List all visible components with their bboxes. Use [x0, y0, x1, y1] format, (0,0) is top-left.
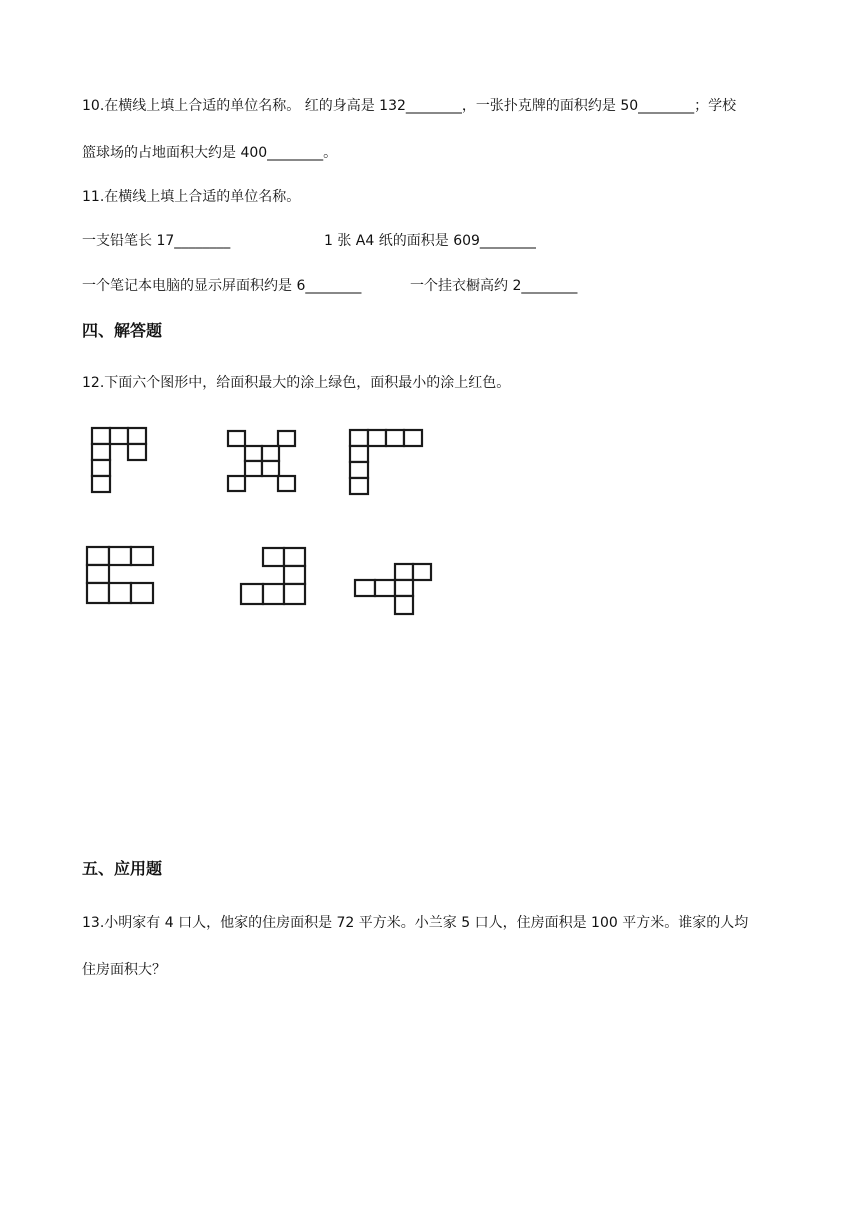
q10-line1: 10.在横线上填上合适的单位名称。 红的身高是 132________，一张扑克牌的面积约是 50________；学校 — [82, 98, 737, 114]
q11-item-laptop-screen: 一个笔记本电脑的显示屏面积约是 6________ — [82, 278, 362, 294]
q11-item-pencil: 一支铅笔长 17________ — [82, 233, 231, 249]
q10-line2: 篮球场的占地面积大约是 400________。 — [82, 145, 338, 161]
figure-4 — [85, 545, 155, 607]
figure-2 — [226, 429, 298, 495]
figure-1 — [90, 426, 150, 496]
figure-5 — [239, 546, 309, 608]
figure-6 — [353, 562, 435, 618]
q12-text: 12.下面六个图形中，给面积最大的涂上绿色，面积最小的涂上红色。 — [82, 375, 511, 391]
section4-heading: 四、解答题 — [82, 321, 163, 340]
q11-title: 11.在横线上填上合适的单位名称。 — [82, 189, 301, 205]
q13-line1: 13.小明家有 4 口人，他家的住房面积是 72 平方米。小兰家 5 口人，住房面积是 100 平方米。谁家的人均 — [82, 915, 749, 931]
section5-heading: 五、应用题 — [82, 859, 163, 878]
q11-item-wardrobe: 一个挂衣橱高约 2________ — [410, 278, 578, 294]
figure-3 — [348, 428, 426, 498]
q13-line2: 住房面积大？ — [82, 962, 166, 978]
q11-item-a4-paper: 1 张 A4 纸的面积是 609________ — [324, 233, 536, 249]
